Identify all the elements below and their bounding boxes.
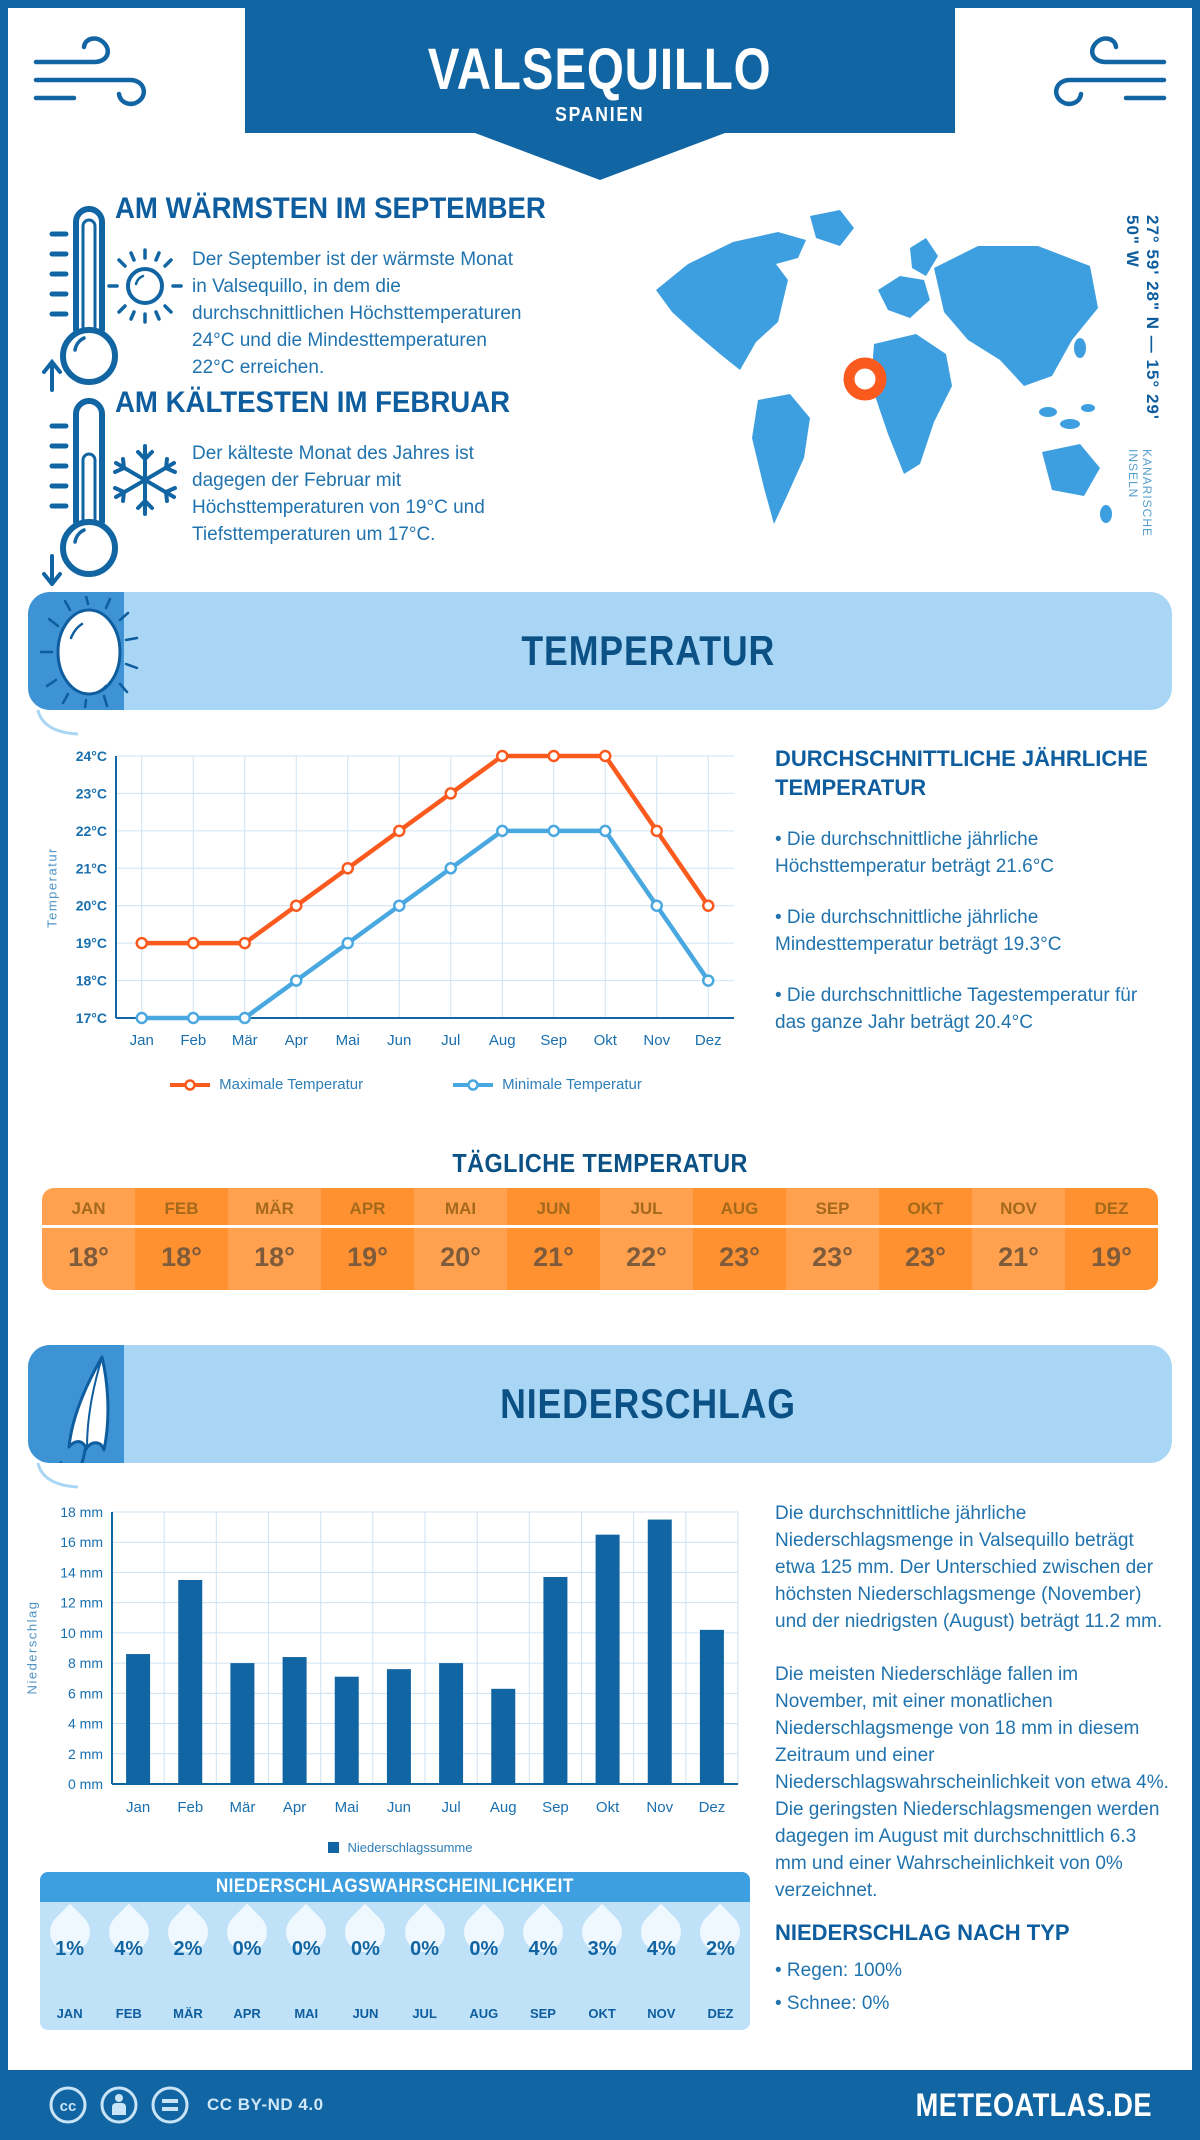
temperature-value: 18°: [254, 1242, 295, 1272]
legend-marker: [453, 1079, 493, 1091]
probability-value: 1%: [55, 1938, 85, 1960]
legend-item: [453, 1076, 642, 1093]
precip-prob-sep: [513, 1902, 572, 2030]
legend-marker: [328, 1842, 339, 1853]
month-label: FEB: [135, 1188, 228, 1228]
month-label: JAN: [56, 2006, 83, 2021]
month-label: JAN: [42, 1188, 135, 1228]
daily-temp-jun: [507, 1188, 600, 1290]
data-point: [600, 826, 610, 836]
region-text: KANARISCHE INSELN: [1126, 449, 1154, 538]
temperature-bullet: • Die durchschnittliche jährliche Höchsttemperatur beträgt 21.6°C: [775, 829, 1055, 877]
data-point: [446, 788, 456, 798]
temperature-section-title: TEMPERATUR: [521, 627, 775, 674]
data-point: [497, 751, 507, 761]
wind-icon: [30, 28, 160, 123]
precip-prob-aug: [454, 1902, 513, 2030]
temperature-sidebar: [775, 744, 1170, 1036]
data-point: [137, 938, 147, 948]
month-label: APR: [321, 1188, 414, 1228]
precip-prob-jan: [40, 1902, 99, 2030]
y-tick-label: 18°C: [75, 972, 107, 989]
probability-value: 0%: [291, 1938, 321, 1960]
x-tick-label: Jan: [125, 1799, 151, 1816]
y-tick-label: 24°C: [75, 748, 107, 764]
data-point: [652, 826, 662, 836]
x-tick-label: Aug: [488, 1032, 516, 1049]
daily-temperature-table: [42, 1188, 1158, 1290]
x-tick-label: Feb: [180, 1032, 207, 1049]
y-tick-label: 4 mm: [68, 1715, 103, 1732]
month-label: MÄR: [173, 2006, 203, 2021]
data-point: [291, 976, 301, 986]
temperature-value: 19°: [347, 1242, 388, 1272]
data-point: [549, 826, 559, 836]
daily-temp-apr: [321, 1188, 414, 1290]
month-label: SEP: [529, 2006, 556, 2021]
coordinates-text: 27° 59' 28" N — 15° 29' 50" W: [1123, 215, 1162, 420]
y-tick-label: 17°C: [75, 1010, 107, 1026]
bar-feb: [178, 1580, 202, 1784]
month-label: JUL: [412, 2006, 437, 2021]
month-label: JUN: [352, 2006, 379, 2021]
cc-icon: [48, 2085, 88, 2125]
bar-mär: [230, 1663, 254, 1784]
daily-temp-jul: [600, 1188, 693, 1290]
precip-type-bullet: • Regen: 100%: [775, 1960, 903, 1981]
precipitation-bar-chart: [50, 1500, 750, 1830]
temperature-section-banner: [28, 592, 1172, 710]
bar-aug: [491, 1689, 515, 1784]
probability-value: 4%: [646, 1938, 676, 1960]
month-label: MAI: [294, 2006, 319, 2021]
probability-value: 4%: [528, 1938, 558, 1960]
bar-jul: [439, 1663, 463, 1784]
precip-prob-feb: [99, 1902, 158, 2030]
cc-by-icon: [99, 2085, 139, 2125]
x-tick-label: Mai: [335, 1032, 360, 1049]
temperature-value: 20°: [440, 1242, 481, 1272]
banner-curl: [36, 710, 80, 736]
x-tick-label: Dez: [698, 1799, 726, 1816]
bar-mai: [335, 1677, 359, 1784]
cc-nd-icon: [150, 2085, 190, 2125]
daily-temp-sep: [786, 1188, 879, 1290]
x-tick-label: Jan: [129, 1032, 154, 1049]
temperature-sidebar-heading: DURCHSCHNITTLICHE JÄHRLICHE TEMPERATUR: [775, 746, 1148, 800]
x-tick-label: Sep: [542, 1799, 569, 1816]
daily-temperature-heading: TÄGLICHE TEMPERATUR: [452, 1148, 748, 1178]
month-label: OKT: [588, 2006, 616, 2021]
precip-prob-nov: [632, 1902, 691, 2030]
daily-temp-aug: [693, 1188, 786, 1290]
y-tick-label: 8 mm: [68, 1655, 103, 1672]
x-tick-label: Aug: [489, 1799, 517, 1816]
x-tick-label: Jul: [441, 1032, 461, 1049]
bar-nov: [648, 1520, 672, 1784]
frame-left: [0, 0, 8, 2140]
probability-value: 2%: [706, 1938, 735, 1960]
y-tick-label: 16 mm: [60, 1534, 103, 1551]
frame-right: [1192, 0, 1200, 2140]
precip-type-bullet: • Schnee: 0%: [775, 1993, 890, 2014]
data-point: [394, 901, 404, 911]
warmest-heading: AM WÄRMSTEN IM SEPTEMBER: [115, 192, 546, 225]
month-label: JUL: [600, 1188, 693, 1228]
page-subtitle: SPANIEN: [555, 104, 645, 126]
x-tick-label: Mär: [231, 1032, 258, 1049]
data-point: [703, 976, 713, 986]
temperature-bullet: • Die durchschnittliche jährliche Mindesttemperatur beträgt 19.3°C: [775, 907, 1062, 955]
temperature-bullet: • Die durchschnittliche Tagestemperatur für das ganze Jahr beträgt 20.4°C: [775, 985, 1138, 1033]
line-chart-legend: [62, 1076, 750, 1093]
temperature-value: 21°: [998, 1242, 1039, 1272]
data-point: [497, 826, 507, 836]
legend-label: Minimale Temperatur: [502, 1076, 642, 1093]
month-label: OKT: [879, 1188, 972, 1228]
coordinates-block: [1122, 215, 1162, 575]
daily-temp-dez: [1065, 1188, 1158, 1290]
daily-temp-okt: [879, 1188, 972, 1290]
month-label: SEP: [786, 1188, 879, 1228]
bar-sep: [543, 1577, 567, 1784]
bar-chart-ylabel: Niederschlag: [24, 1600, 40, 1695]
data-point: [600, 751, 610, 761]
daily-temp-feb: [135, 1188, 228, 1290]
probability-value: 0%: [232, 1938, 262, 1960]
temperature-value: 23°: [719, 1242, 760, 1272]
warmest-text: Der September ist der wärmste Monat in Valsequillo, in dem die durchschnittlichen Höchsttemperaturen 24°C und die Mindesttemperaturen 22°C erreichen.: [192, 249, 522, 378]
temperature-value: 22°: [626, 1242, 667, 1272]
precipitation-paragraph: Die meisten Niederschläge fallen im November, mit einer monatlichen Niederschlagsmenge von 18 mm in diesem Zeitraum und einer Niederschlagswahrscheinlichkeit von etwa 4%. Die geringsten Niederschlagsmengen werden dagegen im August mit durchschnittlich 6.3 mm und einer Wahrscheinlichkeit von 0% verzeichnet.: [775, 1664, 1169, 1901]
cc-license-badges[interactable]: [48, 2085, 324, 2125]
x-tick-label: Mai: [334, 1799, 359, 1816]
temperature-value: 18°: [68, 1242, 109, 1272]
precip-prob-apr: [218, 1902, 277, 2030]
x-tick-label: Dez: [694, 1032, 722, 1049]
location-marker: [849, 363, 881, 395]
x-tick-label: Jul: [441, 1799, 461, 1816]
data-point: [549, 751, 559, 761]
x-tick-label: Nov: [646, 1799, 674, 1816]
y-tick-label: 23°C: [75, 785, 107, 802]
bar-chart-legend: [50, 1840, 750, 1855]
license-text: CC BY-ND 4.0: [207, 2095, 324, 2114]
precip-prob-jun: [336, 1902, 395, 2030]
month-label: DEZ: [1065, 1188, 1158, 1228]
data-point: [652, 901, 662, 911]
legend-label: Niederschlagssumme: [347, 1840, 473, 1855]
month-label: DEZ: [707, 2006, 734, 2021]
series-line: [142, 831, 709, 1018]
temperature-value: 23°: [812, 1242, 853, 1272]
snowflake-icon: [103, 438, 188, 523]
data-point: [240, 1013, 250, 1023]
probability-droplets: [40, 1902, 750, 2030]
wind-icon: [1040, 28, 1170, 123]
bar-jun: [387, 1669, 411, 1784]
temperature-value: 21°: [533, 1242, 574, 1272]
bar-jan: [126, 1654, 150, 1784]
y-tick-label: 6 mm: [68, 1685, 103, 1702]
x-tick-label: Jun: [387, 1032, 412, 1049]
month-label: JUN: [507, 1188, 600, 1228]
x-tick-label: Feb: [177, 1799, 204, 1816]
y-tick-label: 2 mm: [68, 1745, 103, 1762]
month-label: AUG: [469, 2006, 499, 2021]
coldest-heading: AM KÄLTESTEN IM FEBRUAR: [115, 386, 511, 419]
precip-prob-dez: [691, 1902, 750, 2030]
month-label: NOV: [647, 2006, 676, 2021]
probability-value: 0%: [350, 1938, 380, 1960]
data-point: [240, 938, 250, 948]
probability-heading: NIEDERSCHLAGSWAHRSCHEINLICHKEIT: [40, 1872, 750, 1902]
month-label: APR: [233, 2006, 261, 2021]
month-label: FEB: [115, 2006, 142, 2021]
y-tick-label: 10 mm: [60, 1624, 103, 1641]
probability-value: 2%: [173, 1938, 203, 1960]
daily-temp-nov: [972, 1188, 1065, 1290]
precipitation-probability-panel: [40, 1872, 750, 2030]
sun-icon: [103, 244, 188, 329]
data-point: [703, 901, 713, 911]
precip-prob-mär: [158, 1902, 217, 2030]
precipitation-section-banner: [28, 1345, 1172, 1463]
data-point: [446, 863, 456, 873]
y-tick-label: 0 mm: [68, 1776, 103, 1792]
temperature-value: 23°: [905, 1242, 946, 1272]
x-tick-label: Sep: [540, 1032, 568, 1049]
bar-apr: [283, 1657, 307, 1784]
probability-value: 0%: [469, 1938, 499, 1960]
x-tick-label: Mär: [229, 1799, 256, 1816]
legend-item: [328, 1840, 473, 1855]
bar-dez: [700, 1630, 724, 1784]
data-point: [343, 863, 353, 873]
frame-top: [0, 0, 1200, 8]
temperature-line-chart: [62, 742, 750, 1062]
y-tick-label: 14 mm: [60, 1564, 103, 1581]
daily-temp-jan: [42, 1188, 135, 1290]
legend-item: [170, 1076, 363, 1093]
daily-temp-mai: [414, 1188, 507, 1290]
precipitation-section-title: NIEDERSCHLAG: [500, 1380, 796, 1427]
data-point: [394, 826, 404, 836]
data-point: [343, 938, 353, 948]
temperature-value: 19°: [1091, 1242, 1132, 1272]
data-point: [188, 938, 198, 948]
month-label: AUG: [693, 1188, 786, 1228]
data-point: [188, 1013, 198, 1023]
y-tick-label: 12 mm: [60, 1594, 103, 1611]
x-tick-label: Okt: [593, 1032, 617, 1049]
month-label: MÄR: [228, 1188, 321, 1228]
month-label: NOV: [972, 1188, 1065, 1228]
precip-prob-okt: [573, 1902, 632, 2030]
precipitation-paragraph: Die durchschnittliche jährliche Niederschlagsmenge in Valsequillo beträgt etwa 125 mm. Der Unterschied zwischen der höchsten Niederschlagsmenge (November) und der niedrigsten (August) beträgt 11.2 mm.: [775, 1503, 1163, 1632]
x-tick-label: Okt: [595, 1799, 620, 1816]
bar-okt: [596, 1535, 620, 1784]
precipitation-sidebar: [775, 1500, 1170, 2017]
y-tick-label: 21°C: [75, 860, 107, 877]
precip-prob-jul: [395, 1902, 454, 2030]
banner-curl: [36, 1463, 80, 1489]
y-tick-label: 18 mm: [60, 1504, 103, 1520]
y-tick-label: 22°C: [75, 822, 107, 839]
page-title: VALSEQUILLO: [428, 37, 772, 102]
data-point: [137, 1013, 147, 1023]
temperature-value: 18°: [161, 1242, 202, 1272]
daily-temp-mär: [228, 1188, 321, 1290]
precip-by-type-heading: NIEDERSCHLAG NACH TYP: [775, 1920, 1070, 1945]
probability-value: 0%: [410, 1938, 440, 1960]
month-label: MAI: [414, 1188, 507, 1228]
data-point: [291, 901, 301, 911]
footer: [0, 2070, 1200, 2140]
precip-prob-mai: [277, 1902, 336, 2030]
legend-marker: [170, 1079, 210, 1091]
line-chart-ylabel: Temperatur: [44, 847, 60, 928]
x-tick-label: Apr: [284, 1032, 308, 1049]
x-tick-label: Apr: [282, 1799, 307, 1816]
coldest-text: Der kälteste Monat des Jahres ist dagegen der Februar mit Höchsttemperaturen von 19°C und Tiefsttemperaturen um 17°C.: [192, 443, 485, 545]
y-tick-label: 19°C: [75, 935, 107, 952]
probability-value: 3%: [587, 1938, 617, 1960]
probability-value: 4%: [114, 1938, 144, 1960]
x-tick-label: Jun: [386, 1799, 412, 1816]
series-line: [142, 756, 709, 943]
world-map: [628, 172, 1125, 564]
site-link[interactable]: METEOATLAS.DE: [915, 2086, 1152, 2123]
legend-label: Maximale Temperatur: [219, 1076, 364, 1093]
svg-text:cc: cc: [59, 2098, 77, 2115]
y-tick-label: 20°C: [75, 897, 107, 914]
x-tick-label: Nov: [643, 1032, 671, 1049]
